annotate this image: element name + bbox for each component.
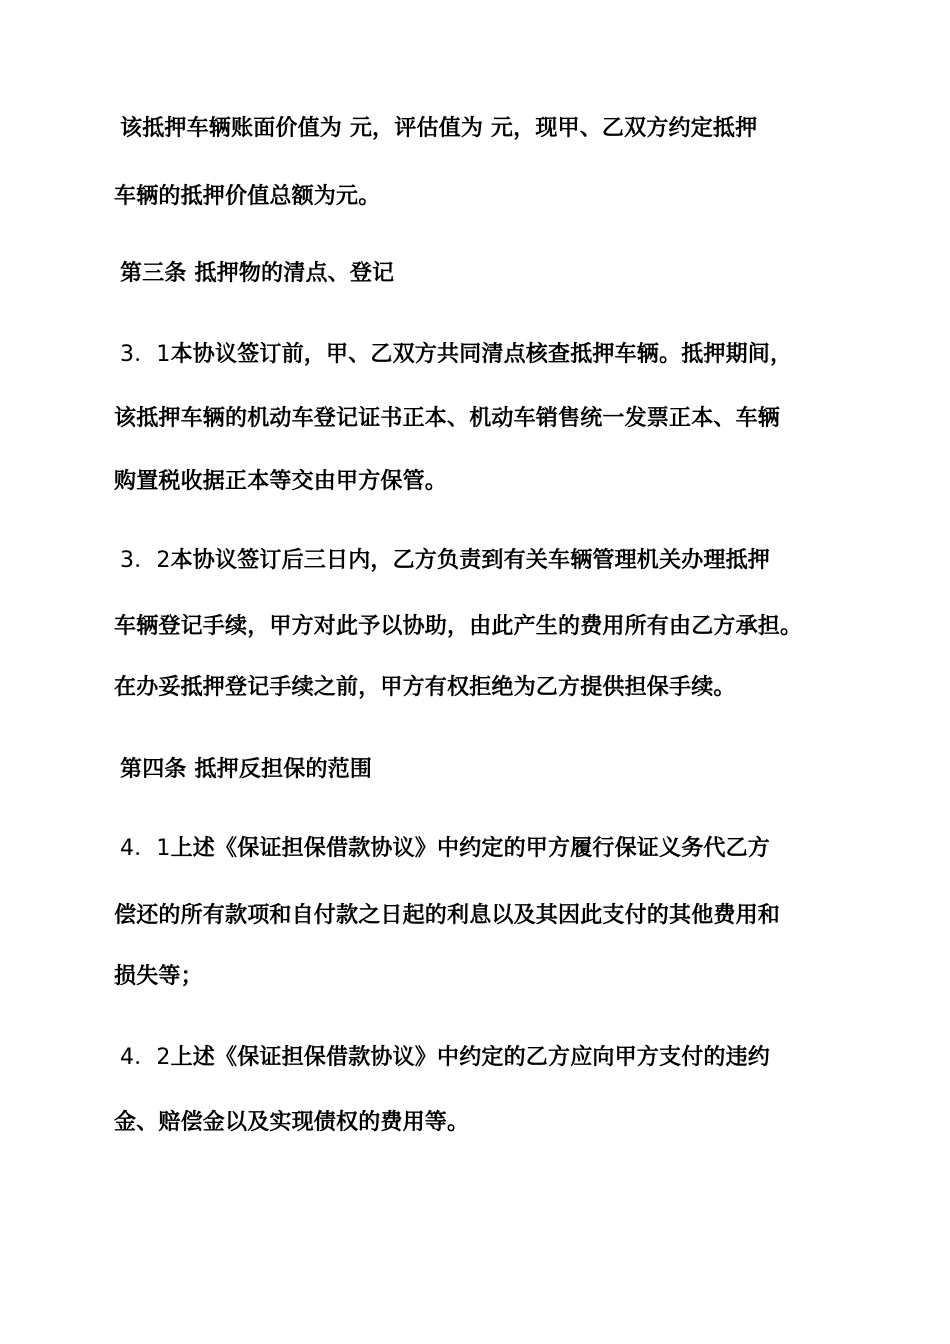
clause-4-1-line: 损失等； [114, 964, 203, 989]
clause-number: 3．1 [120, 342, 171, 367]
clause-3-2-line: 车辆登记手续，甲方对此予以协助，由此产生的费用所有由乙方承担。 [114, 614, 803, 639]
clause-3-1-line: 3．1本协议签订前，甲、乙双方共同清点核查抵押车辆。抵押期间， [120, 342, 793, 367]
paragraph-line: 车辆的抵押价值总额为元。 [114, 184, 381, 209]
clause-3-1-line: 购置税收据正本等交由甲方保管。 [114, 469, 448, 494]
clause-number: 3．2 [120, 548, 171, 573]
clause-3-1-line: 该抵押车辆的机动车登记证书正本、机动车销售统一发票正本、车辆 [114, 406, 781, 431]
section-heading-article-4: 第四条 抵押反担保的范围 [120, 757, 373, 782]
clause-number: 4．2 [120, 1045, 171, 1070]
clause-4-2-line: 4．2上述《保证担保借款协议》中约定的乙方应向甲方支付的违约 [120, 1045, 771, 1070]
clause-4-1-line: 4．1上述《保证担保借款协议》中约定的甲方履行保证义务代乙方 [120, 836, 771, 861]
paragraph-line: 该抵押车辆账面价值为 元，评估值为 元，现甲、乙双方约定抵押 [120, 116, 758, 141]
clause-number: 4．1 [120, 836, 171, 861]
section-heading-article-3: 第三条 抵押物的清点、登记 [120, 261, 395, 286]
clause-3-2-line: 在办妥抵押登记手续之前，甲方有权拒绝为乙方提供担保手续。 [114, 675, 736, 700]
clause-4-1-line: 偿还的所有款项和自付款之日起的利息以及其因此支付的其他费用和 [114, 903, 781, 928]
clause-3-2-line: 3．2本协议签订后三日内，乙方负责到有关车辆管理机关办理抵押 [120, 548, 771, 573]
clause-4-2-line: 金、赔偿金以及实现债权的费用等。 [114, 1110, 470, 1135]
